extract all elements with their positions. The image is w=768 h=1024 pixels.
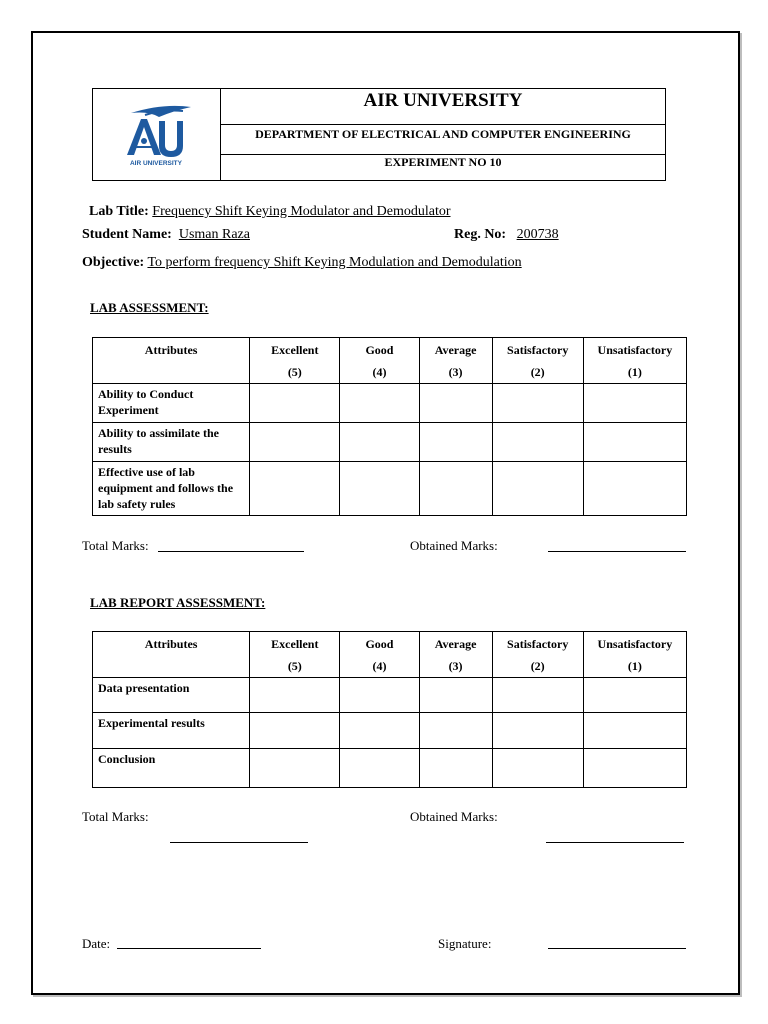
score-cell[interactable] [492, 678, 583, 713]
university-name: AIR UNIVERSITY [221, 89, 665, 125]
score-cell[interactable] [583, 678, 686, 713]
score-cell[interactable] [492, 713, 583, 749]
date-label: Date: [82, 936, 111, 951]
score-cell[interactable] [419, 713, 492, 749]
report-total-marks-line[interactable] [170, 842, 308, 843]
student-name-label: Student Name: [82, 227, 172, 242]
obtained-marks-line[interactable] [548, 551, 686, 552]
score-cell[interactable] [250, 713, 340, 749]
experiment-number: EXPERIMENT NO 10 [384, 155, 502, 169]
score-cell[interactable] [583, 423, 686, 462]
score-cell[interactable] [492, 423, 583, 462]
student-name-value: Usman Raza [178, 227, 250, 242]
total-marks-label: Total Marks: [82, 538, 149, 553]
date-line[interactable] [117, 948, 261, 949]
score-cell[interactable] [583, 384, 686, 423]
logo-text: AIR UNIVERSITY [129, 160, 183, 167]
table-header-row [93, 632, 687, 678]
score-cell[interactable] [419, 423, 492, 462]
attribute-cell: Effective use of lab equipment and follows the lab safety rules [93, 462, 250, 516]
col-unsatisfactory: Unsatisfactory (1) [583, 632, 686, 678]
table-row [93, 713, 687, 749]
lab-assessment-table [92, 337, 687, 516]
report-total-marks-label: Total Marks: [82, 809, 149, 824]
report-assessment-heading: LAB REPORT ASSESSMENT: [90, 595, 266, 610]
reg-no-label: Reg. No: [454, 227, 507, 242]
col-satisfactory: Satisfactory (2) [492, 632, 583, 678]
col-average: Average (3) [419, 338, 492, 384]
col-attributes: Attributes [93, 632, 250, 678]
objective-label: Objective: [82, 255, 145, 270]
score-cell[interactable] [340, 749, 419, 788]
obtained-marks-label: Obtained Marks: [410, 538, 498, 553]
reg-no-value: 200738 [516, 227, 559, 242]
col-satisfactory: Satisfactory (2) [492, 338, 583, 384]
score-cell[interactable] [250, 423, 340, 462]
report-assessment-table [92, 631, 687, 788]
col-average: Average (3) [419, 632, 492, 678]
attribute-cell: Ability to Conduct Experiment [93, 384, 250, 423]
air-university-logo [93, 89, 220, 180]
lab-title-label: Lab Title: [89, 204, 149, 219]
score-cell[interactable] [583, 462, 686, 516]
col-excellent: Excellent (5) [250, 632, 340, 678]
score-cell[interactable] [492, 749, 583, 788]
report-obtained-marks-line[interactable] [546, 842, 684, 843]
score-cell[interactable] [340, 384, 419, 423]
table-header-row [93, 338, 687, 384]
table-row [93, 462, 687, 516]
attribute-cell: Data presentation [93, 678, 250, 713]
lab-assessment-heading: LAB ASSESSMENT: [90, 300, 209, 315]
col-attributes: Attributes [93, 338, 250, 384]
col-good: Good (4) [340, 632, 419, 678]
col-excellent: Excellent (5) [250, 338, 340, 384]
report-obtained-marks-label: Obtained Marks: [410, 809, 498, 824]
score-cell[interactable] [419, 749, 492, 788]
table-row [93, 384, 687, 423]
objective-line [82, 255, 522, 271]
student-name-line [82, 227, 250, 243]
col-good: Good (4) [340, 338, 419, 384]
score-cell[interactable] [340, 423, 419, 462]
score-cell[interactable] [340, 678, 419, 713]
score-cell[interactable] [250, 678, 340, 713]
score-cell[interactable] [250, 749, 340, 788]
score-cell[interactable] [492, 462, 583, 516]
score-cell[interactable] [492, 384, 583, 423]
attribute-cell: Ability to assimilate the results [93, 423, 250, 462]
logo-cell [93, 89, 221, 180]
col-unsatisfactory: Unsatisfactory (1) [583, 338, 686, 384]
table-row [93, 749, 687, 788]
attribute-cell: Experimental results [93, 713, 250, 749]
score-cell[interactable] [250, 462, 340, 516]
attribute-cell: Conclusion [93, 749, 250, 788]
table-row [93, 678, 687, 713]
objective-value: To perform frequency Shift Keying Modulation and Demodulation [147, 255, 522, 270]
header-box [92, 88, 666, 181]
score-cell[interactable] [250, 384, 340, 423]
table-row [93, 423, 687, 462]
signature-line[interactable] [548, 948, 686, 949]
total-marks-line[interactable] [158, 551, 304, 552]
score-cell[interactable] [340, 462, 419, 516]
score-cell[interactable] [419, 384, 492, 423]
score-cell[interactable] [340, 713, 419, 749]
score-cell[interactable] [583, 713, 686, 749]
score-cell[interactable] [583, 749, 686, 788]
department-name: DEPARTMENT OF ELECTRICAL AND COMPUTER ENGINEERING [221, 125, 665, 155]
signature-label: Signature: [438, 936, 492, 951]
lab-title-line [89, 204, 451, 220]
score-cell[interactable] [419, 678, 492, 713]
lab-title-value: Frequency Shift Keying Modulator and Demodulator [152, 204, 451, 219]
reg-no-line [454, 227, 559, 243]
score-cell[interactable] [419, 462, 492, 516]
